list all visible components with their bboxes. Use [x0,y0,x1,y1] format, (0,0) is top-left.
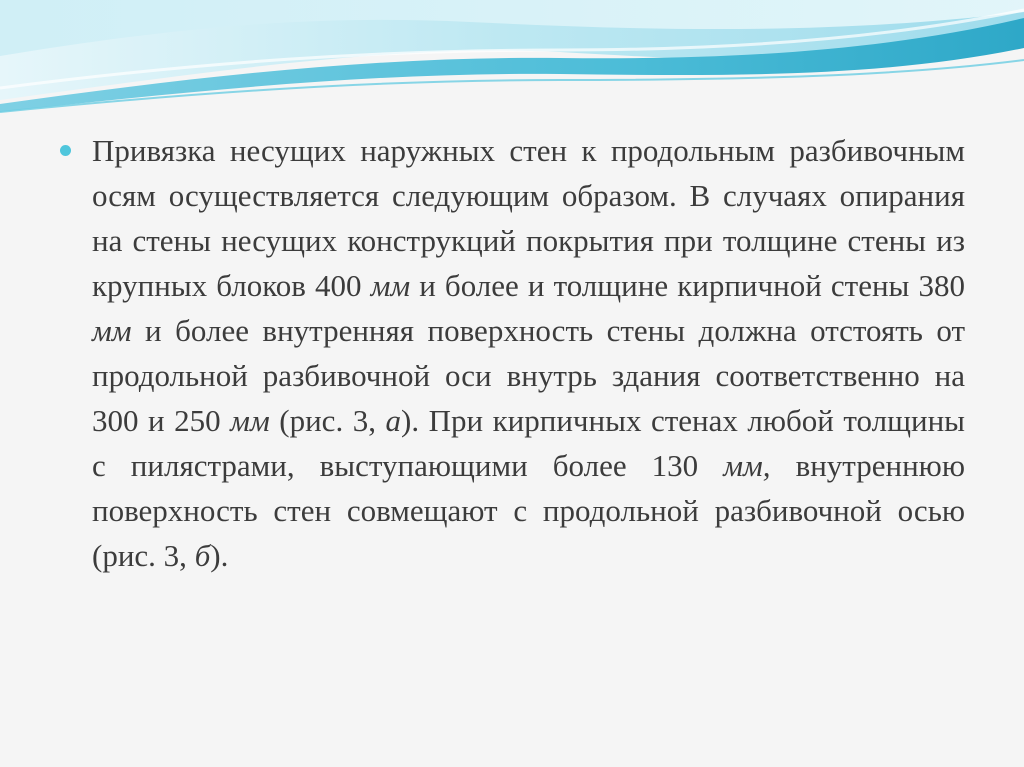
body-paragraph [92,128,965,578]
text-run: (рис. 3, [269,403,386,438]
text-run: внутреннюю поверхность стен совмещают с продольной разбивочной осью (рис. 3, [92,448,965,573]
wave-decoration [0,0,1024,120]
text-run: и более и толщине кирпичной стены 380 [410,268,965,303]
text-run-italic: мм [92,313,132,348]
text-run-italic: б [194,538,211,573]
bullet-icon [60,145,71,156]
text-run-italic: мм [230,403,270,438]
text-run: и более внутренняя поверхность стены должна отстоять от продольной разбивочной оси внутрь здания соответственно на 300 и 250 [92,313,965,438]
text-run-italic: мм [370,268,411,303]
content-area [60,128,965,578]
text-run: Привязка несущих наружных стен к продольным разбивочным осям осуществляется следующим образом. В случаях опирания на стены несущих конструкций покрытия при толщине стены из крупных блоков 400 [92,133,965,303]
text-run: ). [210,538,229,573]
text-run: ). При кирпичных стенах любой толщины с пилястрами, выступающими более 130 [92,403,965,483]
text-run-italic: мм, [723,448,771,483]
text-run-italic: а [385,403,401,438]
